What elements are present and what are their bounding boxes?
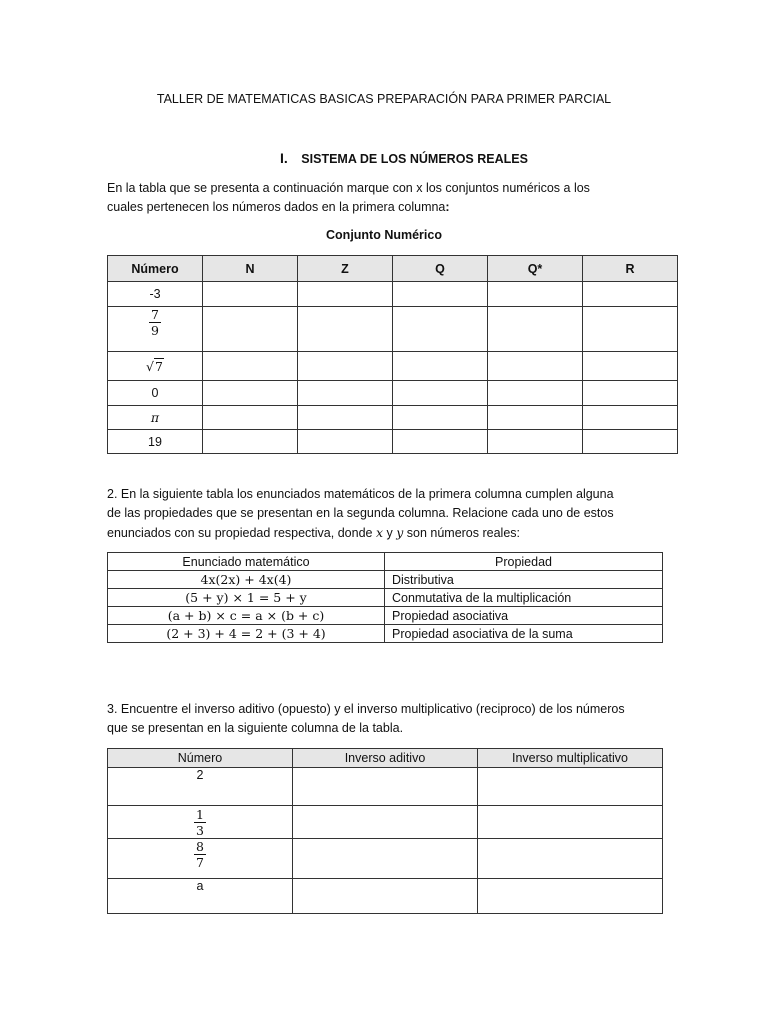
number-cell [108, 806, 293, 839]
number-sets-table [107, 255, 678, 454]
number-cell [108, 839, 293, 879]
table-row [108, 381, 678, 406]
table-row [108, 768, 663, 806]
property-cell: Propiedad asociativa de la suma [385, 625, 663, 643]
header-numero: Número [108, 256, 203, 282]
answer-cell[interactable] [393, 430, 488, 454]
answer-cell[interactable] [203, 307, 298, 352]
number-cell [108, 352, 203, 381]
number-cell [108, 307, 203, 352]
answer-cell[interactable] [478, 879, 663, 914]
question-1-text [107, 179, 662, 217]
header-numero: Número [108, 749, 293, 768]
answer-cell[interactable] [203, 406, 298, 430]
q2-line3-start: enunciados con su propiedad respectiva, donde [107, 526, 376, 540]
question-1-line-1: En la tabla que se presenta a continuación marque con x los conjuntos numéricos a los [107, 181, 590, 195]
table-row [108, 806, 663, 839]
answer-cell[interactable] [488, 381, 583, 406]
answer-cell[interactable] [583, 282, 678, 307]
header-q: Q [393, 256, 488, 282]
question-2-line-1: 2. En la siguiente tabla los enunciados matemáticos de la primera columna cumplen alguna [107, 487, 614, 501]
number-cell: a [108, 879, 293, 914]
statement-cell: (a + b) × c = a × (b + c) [108, 607, 385, 625]
answer-cell[interactable] [478, 839, 663, 879]
number-cell: 0 [108, 381, 203, 406]
number-cell: 2 [108, 768, 293, 806]
denominator: 7 [196, 855, 204, 870]
answer-cell[interactable] [203, 352, 298, 381]
answer-cell[interactable] [298, 352, 393, 381]
property-cell: Propiedad asociativa [385, 607, 663, 625]
fraction [194, 807, 206, 838]
table-row [108, 307, 678, 352]
square-root [146, 358, 164, 374]
table-header-row [108, 256, 678, 282]
question-2-line-2: de las propiedades que se presentan en la segunda columna. Relacione cada uno de estos [107, 506, 614, 520]
answer-cell[interactable] [293, 768, 478, 806]
question-1-line-2-text: cuales pertenecen los números dados en la primera columna [107, 200, 446, 214]
header-r: R [583, 256, 678, 282]
question-3-line-1: 3. Encuentre el inverso aditivo (opuesto) y el inverso multiplicativo (reciproco) de los números [107, 702, 625, 716]
table-row [108, 839, 663, 879]
answer-cell[interactable] [583, 352, 678, 381]
answer-cell[interactable] [393, 307, 488, 352]
header-additive-inverse: Inverso aditivo [293, 749, 478, 768]
variable-x: x [375, 525, 384, 540]
table-row [108, 430, 678, 454]
radical-sign: √ [146, 358, 154, 374]
question-1-colon: : [445, 200, 450, 214]
header-z: Z [298, 256, 393, 282]
answer-cell[interactable] [583, 381, 678, 406]
answer-cell[interactable] [298, 282, 393, 307]
answer-cell[interactable] [203, 381, 298, 406]
answer-cell[interactable] [478, 768, 663, 806]
answer-cell[interactable] [298, 307, 393, 352]
answer-cell[interactable] [298, 381, 393, 406]
numerator: 7 [151, 307, 159, 322]
answer-cell[interactable] [293, 839, 478, 879]
statement-cell: 4x(2x) + 4x(4) [108, 571, 385, 589]
table-row [108, 607, 663, 625]
answer-cell[interactable] [393, 352, 488, 381]
denominator: 3 [196, 823, 204, 838]
table-row [108, 589, 663, 607]
table-1-caption: Conjunto Numérico [326, 228, 442, 242]
number-cell: 19 [108, 430, 203, 454]
question-3-text [107, 700, 662, 738]
document-title: TALLER DE MATEMATICAS BASICAS PREPARACIÓN PARA PRIMER PARCIAL [156, 92, 612, 106]
answer-cell[interactable] [488, 352, 583, 381]
q2-line3-end: son números reales: [403, 526, 521, 540]
property-cell: Distributiva [385, 571, 663, 589]
table-row [108, 625, 663, 643]
question-2-line-3 [107, 523, 662, 543]
answer-cell[interactable] [583, 406, 678, 430]
fraction [149, 307, 161, 338]
header-q-star: Q* [488, 256, 583, 282]
header-statement: Enunciado matemático [108, 553, 385, 571]
statement-cell: (5 + y) × 1 = 5 + y [108, 589, 385, 607]
answer-cell[interactable] [488, 282, 583, 307]
question-3-line-2: que se presentan en la siguiente columna de la tabla. [107, 721, 404, 735]
answer-cell[interactable] [583, 430, 678, 454]
header-property: Propiedad [385, 553, 663, 571]
radicand: 7 [155, 358, 163, 374]
numerator: 1 [196, 807, 204, 822]
number-cell: -3 [108, 282, 203, 307]
number-cell: π [108, 406, 203, 430]
variable-y: y [396, 525, 404, 540]
question-1-line-2 [107, 198, 662, 217]
table-row [108, 571, 663, 589]
answer-cell[interactable] [488, 406, 583, 430]
header-n: N [203, 256, 298, 282]
answer-cell[interactable] [393, 282, 488, 307]
table-row [108, 406, 678, 430]
table-row [108, 352, 678, 381]
answer-cell[interactable] [298, 406, 393, 430]
table-header-row [108, 749, 663, 768]
table-row [108, 282, 678, 307]
fraction [194, 839, 206, 870]
answer-cell[interactable] [583, 307, 678, 352]
table-header-row [108, 553, 663, 571]
statement-cell: (2 + 3) + 4 = 2 + (3 + 4) [108, 625, 385, 643]
properties-table [107, 552, 663, 643]
answer-cell[interactable] [298, 430, 393, 454]
header-multiplicative-inverse: Inverso multiplicativo [478, 749, 663, 768]
answer-cell[interactable] [203, 430, 298, 454]
answer-cell[interactable] [393, 381, 488, 406]
denominator: 9 [151, 323, 159, 338]
answer-cell[interactable] [203, 282, 298, 307]
answer-cell[interactable] [293, 879, 478, 914]
section-heading [0, 150, 768, 166]
table-row [108, 879, 663, 914]
section-title: SISTEMA DE LOS NÚMEROS REALES [301, 152, 528, 166]
answer-cell[interactable] [393, 406, 488, 430]
property-cell: Conmutativa de la multiplicación [385, 589, 663, 607]
answer-cell[interactable] [478, 806, 663, 839]
inverses-table [107, 748, 663, 914]
answer-cell[interactable] [488, 430, 583, 454]
answer-cell[interactable] [293, 806, 478, 839]
question-2-text [107, 485, 662, 543]
q2-conjunction: y [383, 526, 397, 540]
numerator: 8 [196, 839, 204, 854]
answer-cell[interactable] [488, 307, 583, 352]
section-number: I. [280, 150, 288, 166]
